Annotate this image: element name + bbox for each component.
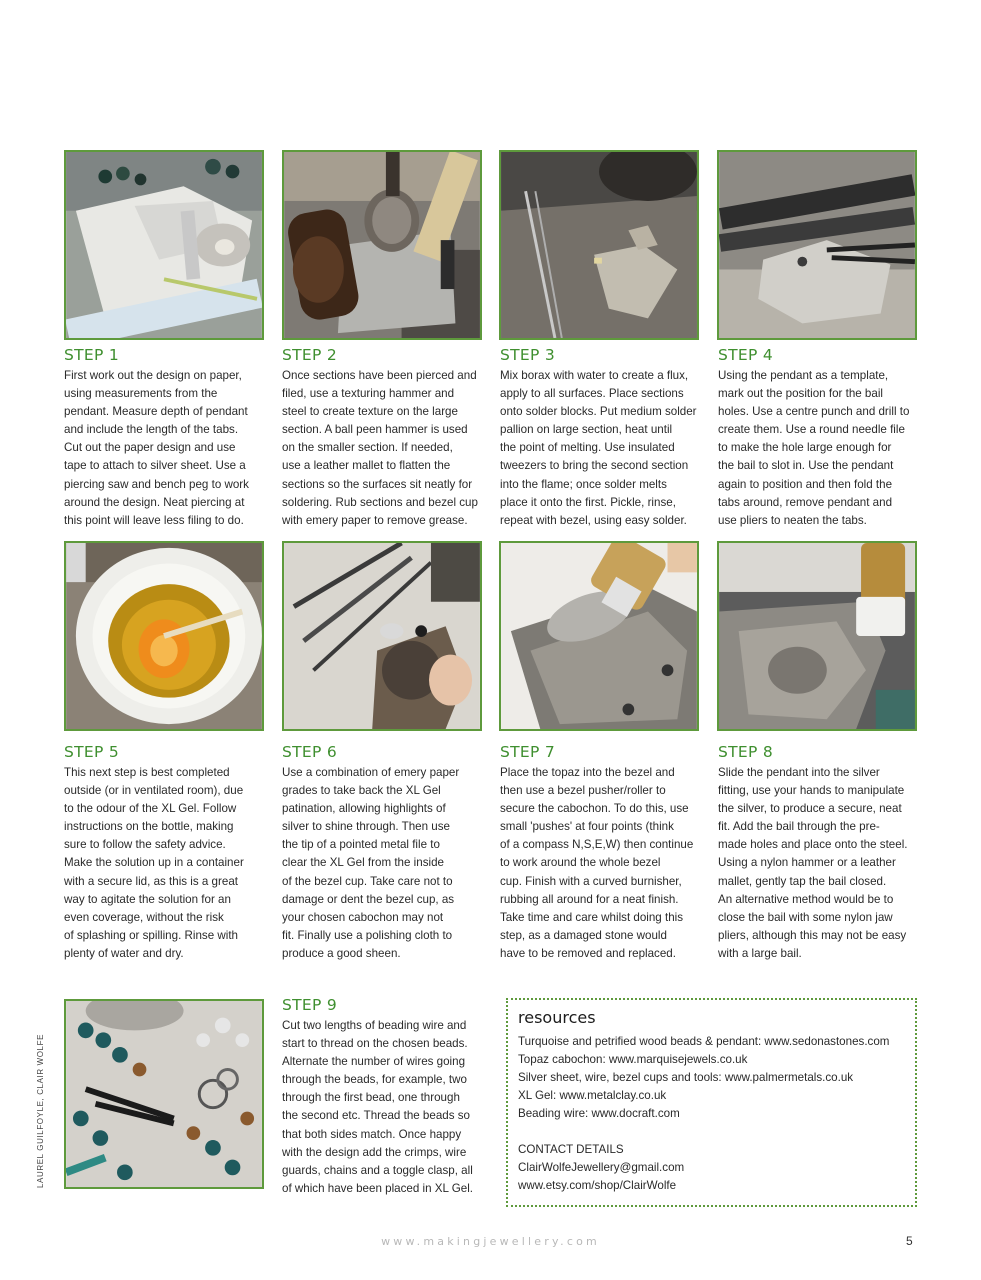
text-line: way to agitate the solution for an <box>64 892 231 906</box>
step-6-photo <box>282 541 482 731</box>
text-line: Once sections have been pierced and <box>282 369 477 382</box>
text-line: fit. Finally use a polishing cloth to <box>282 928 453 942</box>
text-line: use a leather mallet to flatten the <box>282 459 451 473</box>
text-line: with a large bail. <box>718 946 802 960</box>
text-line: made holes and place onto the steel. <box>718 838 908 852</box>
text-line: with a secure lid, as this is a great <box>64 874 238 888</box>
step-8-title: STEP 8 <box>718 743 774 761</box>
step-8-text <box>718 764 918 963</box>
step-5-text <box>64 764 264 963</box>
text-line: of the bezel cup. Take care not to <box>282 874 453 888</box>
step-7-text <box>500 764 700 963</box>
text-line: Cut out the paper design and use <box>64 441 236 455</box>
step-5-title: STEP 5 <box>64 743 120 761</box>
text-line: create them. Use a round needle file <box>718 423 905 437</box>
text-line: grades to take back the XL Gel <box>282 784 441 798</box>
files-polishing-photo-icon <box>284 543 480 729</box>
step-7-photo <box>499 541 699 731</box>
text-line: through the beads, for example, two <box>282 1073 467 1087</box>
step-3-photo <box>499 150 699 340</box>
text-line: fit. Add the bail through the pre- <box>718 820 880 834</box>
text-line: on the smaller section. If needed, <box>282 441 453 455</box>
text-line: step, as a damaged stone would <box>500 928 667 942</box>
text-line: First work out the design on paper, <box>64 369 242 382</box>
text-line: Using a nylon hammer or a leather <box>718 856 896 870</box>
text-line: through the first bead, one through <box>282 1091 460 1105</box>
text-line: use pliers to neaten the tabs. <box>718 513 867 527</box>
contact-email: ClairWolfeJewellery@gmail.com <box>518 1161 685 1174</box>
step-4-photo <box>717 150 917 340</box>
text-line: Mix borax with water to create a flux, <box>500 369 689 382</box>
resource-item: XL Gel: www.metalclay.co.uk <box>518 1089 667 1102</box>
text-line: that both sides match. Once happy <box>282 1127 462 1141</box>
nylon-hammer-photo-icon <box>719 543 915 729</box>
text-line: produce a good sheen. <box>282 946 401 960</box>
step-4-text <box>718 367 918 530</box>
text-line: of which have been placed in XL Gel. <box>282 1181 473 1195</box>
step-3-text <box>500 367 700 530</box>
text-line: pendant. Measure depth of pendant <box>64 405 248 419</box>
text-line: Alternate the number of wires going <box>282 1055 466 1069</box>
text-line: This next step is best completed <box>64 766 230 779</box>
text-line: Cut two lengths of beading wire and <box>282 1019 467 1032</box>
text-line: rubbing all around for a neat finish. <box>500 892 679 906</box>
text-line: Slide the pendant into the silver <box>718 766 880 779</box>
step-7-title: STEP 7 <box>500 743 556 761</box>
photo-credit: LAUREL GUILFOYLE, CLAIR WOLFE <box>36 1033 45 1188</box>
text-line: around the design. Neat piercing at <box>64 495 245 509</box>
step-4-title: STEP 4 <box>718 346 774 364</box>
text-line: start to thread on the chosen beads. <box>282 1037 468 1051</box>
text-line: steel to create texture on the large <box>282 405 458 419</box>
contact-shop: www.etsy.com/shop/ClairWolfe <box>518 1179 677 1192</box>
text-line: damage or dent the bezel cup, as <box>282 892 455 906</box>
text-line: outside (or in ventilated room), due <box>64 784 244 798</box>
soldering-photo-icon <box>501 152 697 338</box>
text-line: pliers, although this may not be easy <box>718 928 907 942</box>
text-line: and include the length of the tabs. <box>64 423 239 437</box>
step-1-title: STEP 1 <box>64 346 120 364</box>
hammer-texturing-photo-icon <box>284 152 480 338</box>
text-line: guards, chains and a toggle clasp, all <box>282 1163 473 1177</box>
text-line: cup. Finish with a curved burnisher, <box>500 874 682 888</box>
text-line: sections so the surfaces sit neatly for <box>282 477 473 491</box>
text-line: Place the topaz into the bezel and <box>500 766 675 779</box>
beading-photo-icon <box>66 1001 262 1187</box>
text-line: tweezers to bring the second section <box>500 459 689 473</box>
text-line: this point will leave less filing to do. <box>64 513 244 527</box>
step-1-photo <box>64 150 264 340</box>
bezel-pusher-photo-icon <box>501 543 697 729</box>
text-line: with the design add the crimps, wire <box>282 1145 467 1159</box>
text-line: An alternative method would be to <box>718 892 894 906</box>
text-line: sure to follow the safety advice. <box>64 838 226 852</box>
text-line: close the bail with some nylon jaw <box>718 910 893 924</box>
text-line: the tip of a pointed metal file to <box>282 838 440 852</box>
resource-item: Turquoise and petrified wood beads & pendant: www.sedonastones.com <box>518 1035 890 1048</box>
text-line: mark out the position for the bail <box>718 387 883 401</box>
text-line: instructions on the bottle, making <box>64 820 234 834</box>
text-line: Take time and care whilst doing this <box>500 910 684 924</box>
text-line: clear the XL Gel from the inside <box>282 856 444 870</box>
text-line: even coverage, without the risk <box>64 910 224 924</box>
step-2-text <box>282 367 482 530</box>
text-line: holes. Use a centre punch and drill to <box>718 405 910 419</box>
step-2-photo <box>282 150 482 340</box>
resource-item: Beading wire: www.docraft.com <box>518 1107 680 1120</box>
step-9-title: STEP 9 <box>282 996 338 1014</box>
text-line: repeat with bezel, using easy solder. <box>500 513 687 527</box>
footer-url: www.makingjewellery.com <box>381 1235 600 1248</box>
text-line: section. A ball peen hammer is used <box>282 423 468 437</box>
text-line: secure the cabochon. To do this, use <box>500 802 689 816</box>
text-line: of splashing or spilling. Rinse with <box>64 928 238 942</box>
text-line: the second etc. Thread the beads so <box>282 1109 470 1123</box>
spacer <box>518 1123 905 1141</box>
step-5-photo <box>64 541 264 731</box>
text-line: tape to attach to silver sheet. Use a <box>64 459 246 473</box>
step-9-photo <box>64 999 264 1189</box>
text-line: the bail to slot in. Use the pendant <box>718 459 894 473</box>
text-line: small 'pushes' at four points (think <box>500 820 674 834</box>
text-line: into the flame; once solder melts <box>500 477 667 491</box>
text-line: Make the solution up in a container <box>64 856 244 870</box>
step-9-text <box>282 1017 482 1198</box>
text-line: piercing saw and bench peg to work <box>64 477 249 491</box>
resources-heading: resources <box>518 1008 596 1027</box>
text-line: onto solder blocks. Put medium solder <box>500 405 697 419</box>
xl-gel-container-photo-icon <box>66 543 262 729</box>
text-line: filed, use a texturing hammer and <box>282 387 455 401</box>
paper-design-photo-icon <box>66 152 262 338</box>
text-line: soldering. Rub sections and bezel cup <box>282 495 478 509</box>
text-line: to make the hole large enough for <box>718 441 892 455</box>
text-line: using measurements from the <box>64 387 218 401</box>
text-line: apply to all surfaces. Place sections <box>500 387 684 401</box>
text-line: have to be removed and replaced. <box>500 946 676 960</box>
text-line: of a compass N,S,E,W) then continue <box>500 838 694 852</box>
contact-heading: CONTACT DETAILS <box>518 1143 624 1156</box>
step-3-title: STEP 3 <box>500 346 556 364</box>
pliers-tabs-photo-icon <box>719 152 915 338</box>
text-line: plenty of water and dry. <box>64 946 184 960</box>
text-line: tabs around, remove pendant and <box>718 495 893 509</box>
page-number: 5 <box>906 1234 913 1248</box>
resource-item: Topaz cabochon: www.marquisejewels.co.uk <box>518 1053 748 1066</box>
step-6-text <box>282 764 482 963</box>
text-line: silver to shine through. Then use <box>282 820 450 834</box>
step-6-title: STEP 6 <box>282 743 338 761</box>
text-line: to work around the whole bezel <box>500 856 661 870</box>
text-line: your chosen cabochon may not <box>282 910 444 924</box>
text-line: Using the pendant as a template, <box>718 369 889 382</box>
text-line: again to position and then fold the <box>718 477 893 491</box>
text-line: patination, allowing highlights of <box>282 802 446 816</box>
text-line: the point of melting. Use insulated <box>500 441 675 455</box>
text-line: to the odour of the XL Gel. Follow <box>64 802 237 816</box>
resources-list <box>518 1033 905 1123</box>
text-line: mallet, gently tap the bail closed. <box>718 874 887 888</box>
text-line: with emery paper to remove grease. <box>282 513 468 527</box>
step-2-title: STEP 2 <box>282 346 338 364</box>
text-line: pallion on large section, heat until <box>500 423 673 437</box>
text-line: fitting, use your hands to manipulate <box>718 784 905 798</box>
resource-item: Silver sheet, wire, bezel cups and tools: www.palmermetals.co.uk <box>518 1071 854 1084</box>
text-line: Use a combination of emery paper <box>282 766 460 779</box>
resources-box <box>506 998 917 1207</box>
text-line: then use a bezel pusher/roller to <box>500 784 666 798</box>
text-line: place it onto the first. Pickle, rinse, <box>500 495 676 509</box>
text-line: the silver, to produce a secure, neat <box>718 802 902 816</box>
step-1-text <box>64 367 264 530</box>
step-8-photo <box>717 541 917 731</box>
